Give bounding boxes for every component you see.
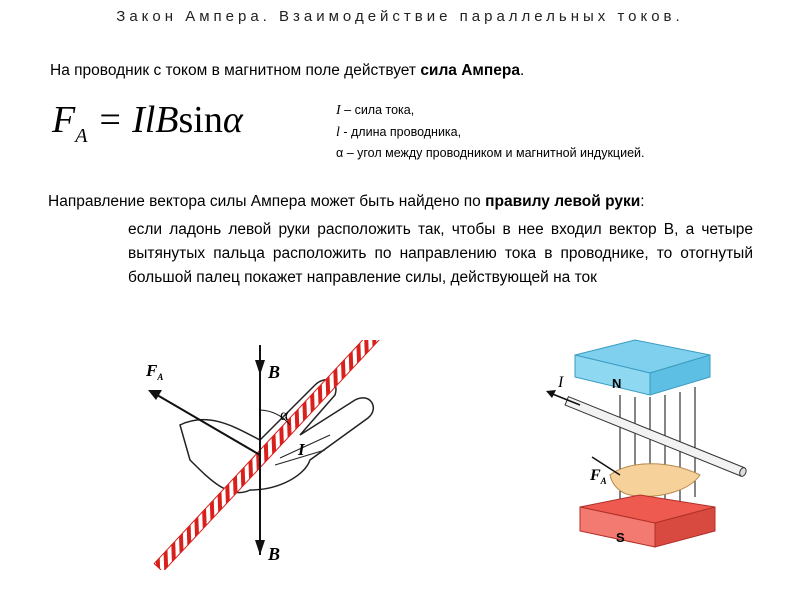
intro-bold: сила Ампера (420, 62, 520, 79)
formula-sin: sin (178, 99, 223, 141)
formula-alpha: α (222, 99, 243, 141)
rule-body: если ладонь левой руки расположить так, чтобы в нее входил вектор В, а четыре вытянутых пальца расположить по направлению тока в проводнике, то отогнутый большой палец покажет направление силы, действующей на ток (128, 221, 753, 286)
left-b-top-label: B (268, 362, 281, 382)
variable-angle: α – угол между проводником и магнитной индукцией. (336, 146, 645, 160)
hand-shape (610, 464, 700, 497)
right-current-label: I (558, 374, 564, 391)
left-b-bottom-label: B (268, 544, 281, 564)
intro-plain: На проводник с током в магнитном поле действует (50, 62, 421, 79)
left-current-label: I (298, 440, 305, 459)
variable-legend (336, 100, 644, 164)
intro-text (50, 62, 524, 80)
b-arrow-top (255, 360, 265, 375)
variable-length: l - длина проводника, (336, 124, 462, 140)
formula-f: F (52, 99, 76, 141)
intro-end: . (519, 62, 525, 79)
force-arrow-head (148, 390, 162, 400)
left-fa-label: $F_A$ (146, 361, 164, 382)
rule-lead: Направление вектора силы Ампера может быть найдено по правилу левой руки: (48, 193, 645, 210)
rule-bold: правилу левой руки (485, 193, 641, 210)
south-label: S (616, 530, 625, 545)
right-fa-label: $F_A$ (590, 467, 607, 486)
ampere-formula (52, 98, 302, 158)
left-hand-rule-figure (130, 340, 400, 570)
formula-eq: = IlB (87, 99, 179, 141)
left-alpha-label: α (280, 407, 289, 424)
force-arrow-line (152, 392, 260, 455)
formula-sub: A (75, 125, 88, 147)
slide-title: Закон Ампера. Взаимодействие параллельных токов. (116, 8, 684, 25)
north-label: N (612, 376, 622, 391)
variable-current: I – сила тока, (336, 103, 415, 118)
b-arrow-bottom (255, 540, 265, 555)
magnet-figure (540, 335, 760, 565)
